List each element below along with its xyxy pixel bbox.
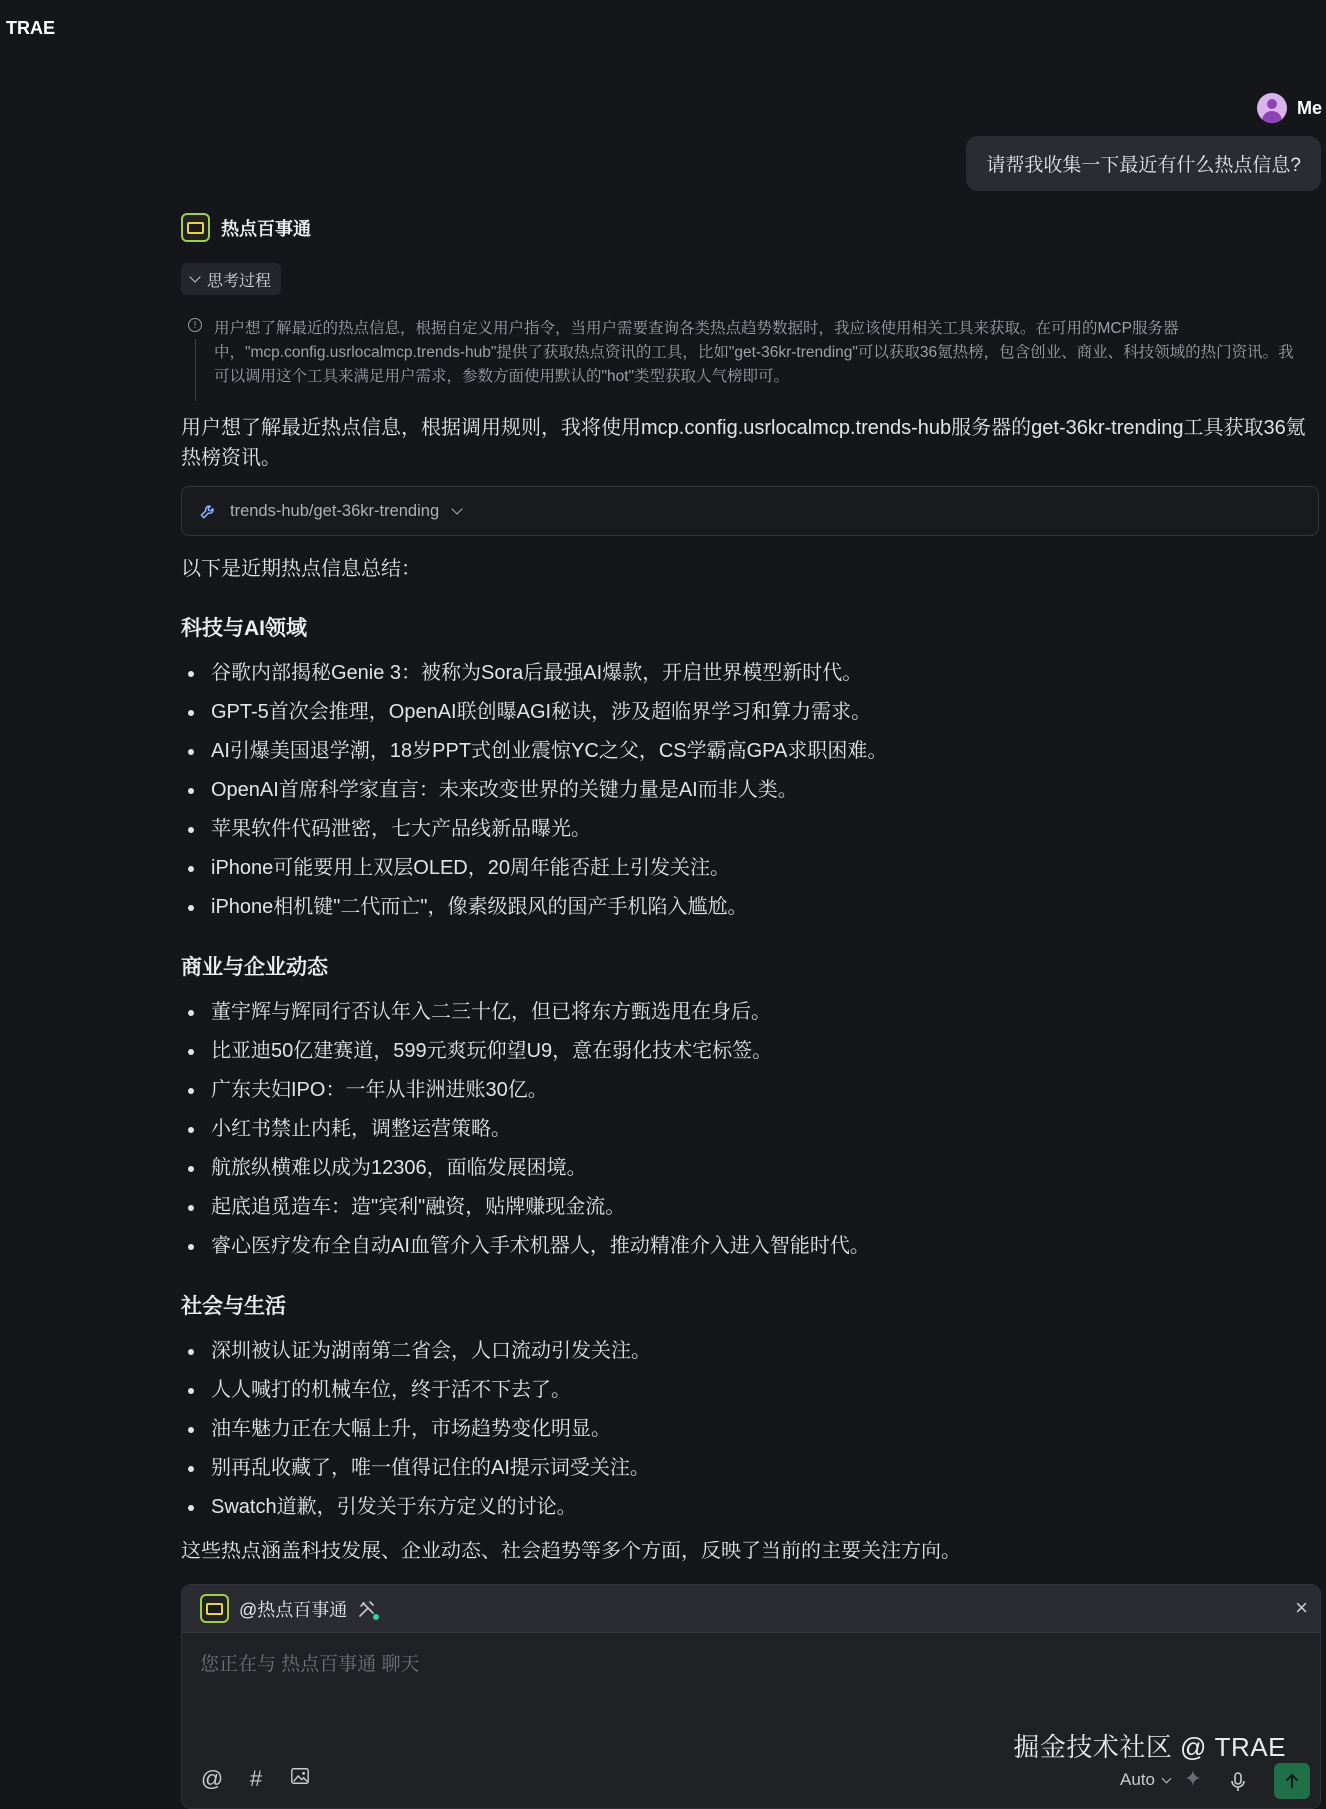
list-item: AI引爆美国退学潮，18岁PPT式创业震惊YC之父，CS学霸高GPA求职困难。 xyxy=(181,732,887,771)
list-item: 比亚迪50亿建赛道，599元爽玩仰望U9，意在弱化技术宅标签。 xyxy=(181,1032,870,1071)
hash-icon[interactable]: # xyxy=(249,1766,263,1791)
section-title: 科技与AI领域 xyxy=(181,617,307,640)
list-item: OpenAI首席科学家直言：未来改变世界的关键力量是AI而非人类。 xyxy=(181,771,887,810)
list-item: 深圳被认证为湖南第二省会，人口流动引发关注。 xyxy=(181,1332,651,1371)
close-icon[interactable]: × xyxy=(1295,1595,1308,1620)
thinking-divider xyxy=(195,339,196,401)
thinking-label: 思考过程 xyxy=(207,272,272,290)
mcp-status-dot xyxy=(373,1614,379,1620)
list-item: 睿心医疗发布全自动AI血管介入手术机器人，推动精准介入进入智能时代。 xyxy=(181,1227,870,1266)
chevron-down-icon xyxy=(1162,1773,1172,1783)
mic-icon[interactable] xyxy=(1226,1770,1250,1794)
list-item: 谷歌内部揭秘Genie 3：被称为Sora后最强AI爆款，开启世界模型新时代。 xyxy=(181,654,887,693)
closing-text: 这些热点涵盖科技发展、企业动态、社会趋势等多个方面，反映了当前的主要关注方向。 xyxy=(181,1541,961,1562)
model-select[interactable] xyxy=(1120,1770,1170,1790)
thinking-toggle[interactable] xyxy=(181,263,281,295)
thinking-text: 用户想了解最近的热点信息，根据自定义用户指令，当用户需要查询各类热点趋势数据时，我应该使用相关工具来获取。在可用的MCP服务器中，"mcp.config.usrlocalmcp.trends-hub"提供了获取热点资讯的工具，比如"get-36kr-trending"可以获取36氪热榜，包含创业、商业、科技领域的热门资讯。我可以调用这个工具来满足用户需求，参数方面使用默认的"hot"类型获取人气榜即可。 xyxy=(214,320,1294,385)
section-title: 商业与企业动态 xyxy=(181,956,328,979)
chevron-down-icon xyxy=(189,271,200,282)
list-item: Swatch道歉，引发关于东方定义的讨论。 xyxy=(181,1488,651,1527)
list-item: 苹果软件代码泄密，七大产品线新品曝光。 xyxy=(181,810,887,849)
app-title: TRAE xyxy=(6,18,55,38)
mcp-tool-icon[interactable] xyxy=(357,1599,377,1619)
list-item: 航旅纵横难以成为12306，面临发展困境。 xyxy=(181,1149,870,1188)
chat-input[interactable]: 您正在与 热点百事通 聊天 xyxy=(200,1654,420,1675)
list-item: 广东夫妇IPO：一年从非洲进账30亿。 xyxy=(181,1071,870,1110)
send-arrow-icon xyxy=(1282,1771,1302,1791)
list-item: 人人喊打的机械车位，终于活不下去了。 xyxy=(181,1371,651,1410)
list-item: GPT-5首次会推理，OpenAI联创曝AGI秘诀，涉及超临界学习和算力需求。 xyxy=(181,693,887,732)
list-item: iPhone相机键"二代而亡"，像素级跟风的国产手机陷入尴尬。 xyxy=(181,888,887,927)
user-name: Me xyxy=(1296,97,1322,118)
tool-call-name: trends-hub/get-36kr-trending xyxy=(230,501,440,520)
agent-logo-icon xyxy=(200,1594,229,1623)
mention-bar xyxy=(182,1585,1320,1633)
info-icon: ! xyxy=(188,318,202,332)
agent-name: 热点百事通 xyxy=(221,218,311,239)
agent-intro-text: 用户想了解最近热点信息，根据调用规则，我将使用mcp.config.usrlocalmcp.trends-hub服务器的get-36kr-trending工具获取36氪热榜资讯。 xyxy=(181,417,1306,469)
image-icon[interactable] xyxy=(288,1766,312,1792)
chevron-down-icon xyxy=(451,503,462,514)
agent-mention[interactable]: @热点百事通 xyxy=(239,1599,348,1620)
agent-logo-icon xyxy=(181,213,210,242)
list-item: 起底追觅造车：造"宾利"融资，贴牌赚现金流。 xyxy=(181,1188,870,1227)
watermark: 掘金技术社区 @ TRAE xyxy=(1013,1732,1286,1762)
list-item: 油车魅力正在大幅上升，市场趋势变化明显。 xyxy=(181,1410,651,1449)
sparkle-icon[interactable]: ✦ xyxy=(1183,1766,1202,1791)
list-item: iPhone可能要用上双层OLED，20周年能否赶上引发关注。 xyxy=(181,849,887,888)
thinking-block xyxy=(188,317,1308,389)
wrench-icon xyxy=(198,501,218,521)
news-list xyxy=(181,993,870,1266)
news-list xyxy=(181,1332,651,1527)
news-list xyxy=(181,654,887,927)
input-toolbar xyxy=(200,1766,312,1792)
list-item: 小红书禁止内耗，调整运营策略。 xyxy=(181,1110,870,1149)
user-message: 请帮我收集一下最近有什么热点信息? xyxy=(966,136,1321,191)
agent-header xyxy=(181,213,311,242)
summary-intro: 以下是近期热点信息总结： xyxy=(181,558,421,580)
user-avatar-icon xyxy=(1257,93,1287,123)
send-button[interactable] xyxy=(1274,1763,1310,1799)
model-label: Auto xyxy=(1120,1770,1155,1789)
tool-call-card[interactable] xyxy=(181,486,1319,536)
chat-input-box xyxy=(181,1584,1321,1809)
list-item: 董宇辉与辉同行否认年入二三十亿，但已将东方甄选甩在身后。 xyxy=(181,993,870,1032)
user-header xyxy=(1257,93,1322,123)
at-icon[interactable]: @ xyxy=(200,1766,224,1791)
section-title: 社会与生活 xyxy=(181,1295,286,1318)
closing-text-clip xyxy=(181,1541,1181,1562)
list-item: 别再乱收藏了，唯一值得记住的AI提示词受关注。 xyxy=(181,1449,651,1488)
